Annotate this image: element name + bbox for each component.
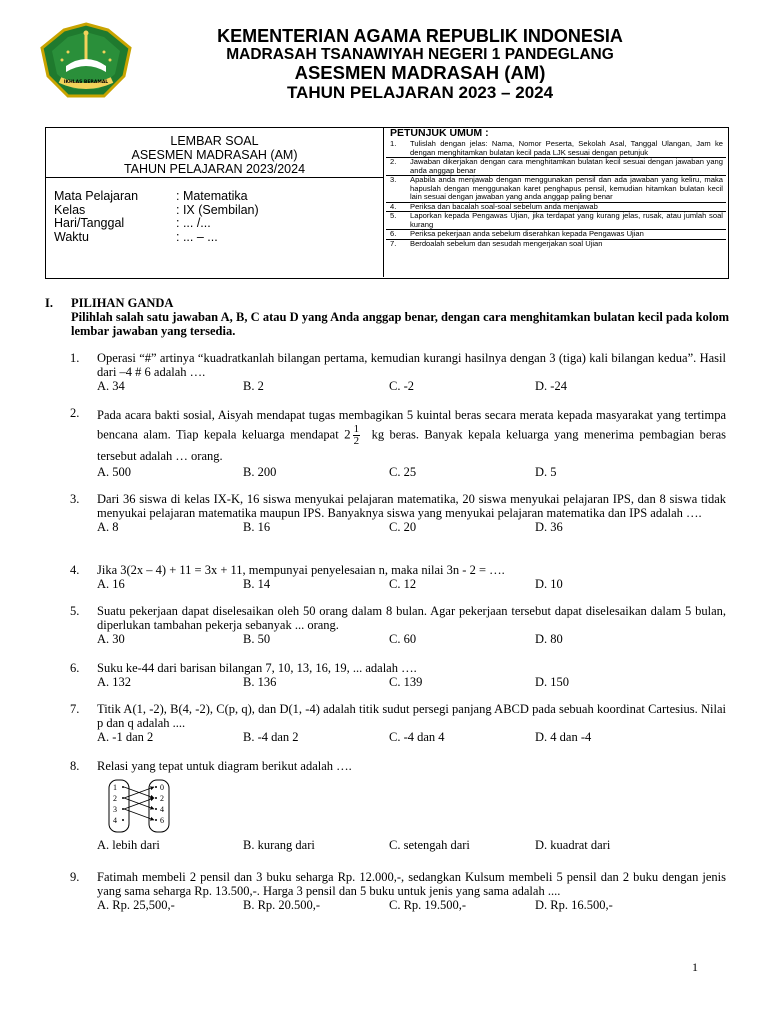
info-label: Waktu (54, 229, 89, 244)
info-row (54, 217, 259, 231)
instruction-text: Berdoalah sebelum dan sesudah mengerjakan soal Ujian (410, 238, 603, 248)
domain-label: 1 (113, 783, 117, 792)
question-text: Relasi yang tepat untuk diagram berikut adalah …. (97, 759, 352, 773)
question-9 (70, 870, 726, 912)
option-a: A. 500 (97, 465, 132, 479)
question-text: Suku ke-44 dari barisan bilangan 7, 10, 13, 16, 19, ... adalah …. (97, 661, 417, 675)
instruction-text: Apabila anda menjawab dengan menggunakan pensil dan ada jawaban yang keliru, maka hapuslah dengan menggunakan karet penghapus pensil, kemudian hitamkan bulatan kecil lain sesuai dengan jawaban yang anda anggap paling benar (410, 175, 723, 201)
option-c: C. 25 (389, 465, 417, 479)
question-text (97, 406, 726, 465)
header-text (150, 26, 690, 102)
instruction-number: 5. (390, 211, 397, 220)
question-text: Fatimah membeli 2 pensil dan 3 buku seharga Rp. 12.000,-, sedangkan Kulsum membeli 5 pensil dan 2 buku dengan jenis yang sama seharga Rp. 13.500,-. Harga 3 pensil dan 5 buku untuk jenis yang sama adalah .... (97, 870, 726, 898)
answer-options (97, 465, 726, 479)
option-a: A. -1 dan 2 (97, 730, 154, 744)
question-text: Jika 3(2x – 4) + 11 = 3x + 11, mempunyai penyelesaian n, maka nilai 3n - 2 = …. (97, 563, 505, 577)
option-c: C. -4 dan 4 (389, 730, 445, 744)
option-c: C. 20 (389, 520, 417, 534)
info-label: Hari/Tanggal (54, 216, 125, 230)
option-d: D. kuadrat dari (535, 838, 611, 852)
fraction (353, 424, 361, 447)
option-c: C. setengah dari (389, 838, 470, 852)
option-c: C. 139 (389, 675, 423, 689)
info-value: : ... – ... (176, 229, 218, 244)
info-box (45, 127, 729, 279)
info-value: : IX (Sembilan) (176, 202, 259, 217)
sheet-year: TAHUN PELAJARAN 2023/2024 (123, 162, 306, 176)
info-value: : Matematika (176, 189, 248, 203)
option-a: A. 132 (97, 675, 132, 689)
document-header (0, 0, 768, 110)
domain-label: 4 (113, 816, 117, 825)
option-a: A. lebih dari (97, 838, 160, 852)
sheet-title: LEMBAR SOAL (170, 134, 259, 148)
answer-options (97, 520, 726, 534)
domain-label: 3 (113, 805, 117, 814)
codomain-label: 6 (160, 816, 164, 825)
option-b: B. 200 (243, 465, 277, 479)
instructions-title: PETUNJUK UMUM : (390, 127, 489, 139)
option-d: D. Rp. 16.500,- (535, 898, 613, 912)
info-row (54, 204, 259, 218)
academic-year: TAHUN PELAJARAN 2023 – 2024 (286, 83, 554, 102)
info-row (54, 231, 259, 245)
answer-options (97, 577, 726, 591)
kemenag-logo-icon (38, 22, 134, 100)
school-name: MADRASAH TSANAWIYAH NEGERI 1 PANDEGLANG (226, 46, 614, 63)
question-1 (70, 351, 726, 393)
option-a: A. 30 (97, 632, 125, 646)
question-number: 6. (70, 661, 80, 675)
option-a: A. 16 (97, 577, 125, 591)
option-b: B. 14 (243, 577, 271, 591)
instruction-number: 2. (390, 157, 397, 166)
question-number: 7. (70, 702, 80, 716)
page-number: 1 (692, 960, 698, 974)
question-number: 8. (70, 759, 80, 773)
question-number: 5. (70, 604, 80, 618)
instruction-item (386, 140, 726, 158)
option-b: B. 2 (243, 379, 264, 393)
question-text: Titik A(1, -2), B(4, -2), C(p, q), dan D(1, -4) adalah titik sudut persegi panjang ABCD pada sebuah koordinat Cartesius. Nilai p dan q adalah .... (97, 702, 726, 730)
instruction-text: Laporkan kepada Pengawas Ujian, jika terdapat yang kurang jelas, rusak, atau jumlah soal kurang (410, 211, 723, 229)
instruction-text: Periksa pekerjaan anda sebelum diserahkan kepada Pengawas Ujian (410, 229, 644, 238)
question-text-part2: kg beras. Banyak kepala keluarga yang menerima pembagian beras tersebut adalah … orang. (97, 427, 727, 463)
option-d: D. 4 dan -4 (535, 730, 592, 744)
answer-options (97, 838, 726, 852)
answer-options (97, 730, 726, 744)
info-label: Mata Pelajaran (54, 189, 139, 203)
option-d: D. 80 (535, 632, 563, 646)
option-c: C. Rp. 19.500,- (389, 898, 467, 912)
option-d: D. 150 (535, 675, 570, 689)
section-multiple-choice (45, 296, 729, 338)
question-5 (70, 604, 726, 646)
info-box-left (46, 128, 384, 277)
option-c: C. 60 (389, 632, 417, 646)
ministry-title: KEMENTERIAN AGAMA REPUBLIK INDONESIA (217, 26, 623, 46)
codomain-label: 4 (160, 805, 164, 814)
option-b: B. Rp. 20.500,- (243, 898, 321, 912)
answer-options (97, 675, 726, 689)
mixed-number-whole: 2 (344, 426, 351, 442)
question-6 (70, 661, 726, 689)
instruction-item (386, 212, 726, 230)
question-number: 1. (70, 351, 80, 365)
instruction-number: 1. (390, 139, 397, 148)
question-text: Dari 36 siswa di kelas IX-K, 16 siswa menyukai pelajaran matematika, 20 siswa menyukai pelajaran IPS, dan 8 siswa tidak menyukai pelajaran matematika maupun IPS. Banyaknya siswa yang menyukai pelajaran matematika dan IPS adalah …. (97, 492, 726, 520)
option-c: C. -2 (389, 379, 414, 393)
question-text: Suatu pekerjaan dapat diselesaikan oleh 50 orang dalam 8 bulan. Agar pekerjaan tersebut dapat diselesaikan dalam 5 bulan, diperlukan tambahan pekerja sebanyak ... orang. (97, 604, 726, 632)
instruction-number: 6. (390, 229, 397, 238)
question-text-part1: Pada acara bakti sosial, Aisyah mendapat tugas membagikan 5 kuintal beras secara merata kepada masyarakat yang tertimpa bencana alam. Tiap kepala keluarga mendapat (97, 408, 726, 442)
section-instruction: Pilihlah salah satu jawaban A, B, C atau D yang Anda anggap benar, dengan cara menghitamkan bulatan kecil pada kolom lembar jawaban yang tersedia. (71, 310, 729, 338)
domain-label: 2 (113, 794, 117, 803)
section-heading (45, 296, 729, 310)
instruction-text: Tulislah dengan jelas: Nama, Nomor Peserta, Sekolah Asal, Tanggal Ulangan, Jam ke dengan menghitamkan bulatan kecil pada LJK sesuai dengan petunjuk (410, 139, 723, 157)
question-2 (70, 406, 726, 479)
instruction-number: 4. (390, 201, 397, 211)
svg-text:IKHLAS BERAMAL: IKHLAS BERAMAL (63, 80, 109, 85)
instruction-item (386, 158, 726, 176)
instruction-text: Periksa dan bacalah soal-soal sebelum anda menjawab (410, 201, 598, 211)
option-a: A. Rp. 25,500,- (97, 898, 175, 912)
option-d: D. -24 (535, 379, 567, 393)
option-c: C. 12 (389, 577, 417, 591)
info-label: Kelas (54, 202, 86, 217)
question-3 (70, 492, 726, 534)
option-b: B. kurang dari (243, 838, 315, 852)
exam-title: ASESMEN MADRASAH (AM) (294, 62, 546, 83)
question-7 (70, 702, 726, 744)
option-b: B. 16 (243, 520, 271, 534)
fraction-denominator: 2 (353, 435, 360, 447)
option-d: D. 5 (535, 465, 557, 479)
info-value: : ... /... (176, 216, 211, 230)
section-title: PILIHAN GANDA (71, 296, 174, 310)
instruction-item (386, 240, 726, 249)
fraction-numerator: 1 (353, 423, 360, 435)
arrow-diagram (105, 779, 177, 833)
question-number: 2. (70, 406, 80, 420)
instruction-item (386, 176, 726, 203)
instruction-text: Jawaban dikerjakan dengan cara menghitamkan bulatan kecil sesuai dengan jawaban yang anda anggap benar (410, 157, 723, 175)
option-b: B. -4 dan 2 (243, 730, 299, 744)
option-d: D. 36 (535, 520, 563, 534)
sheet-subtitle: ASESMEN MADRASAH (AM) (131, 148, 298, 162)
option-a: A. 8 (97, 520, 119, 534)
answer-options (97, 379, 726, 393)
option-d: D. 10 (535, 577, 563, 591)
exam-info (54, 190, 259, 244)
codomain-label: 0 (160, 783, 164, 792)
question-number: 9. (70, 870, 80, 884)
instruction-number: 3. (390, 175, 397, 184)
question-number: 3. (70, 492, 80, 506)
sheet-title-block (46, 128, 383, 178)
question-8 (70, 759, 726, 852)
question-text: Operasi “#” artinya “kuadratkanlah bilangan pertama, kemudian kurangi hasilnya dengan 3 (tiga) kali bilangan kedua”. Hasil dari –4 # 6 adalah …. (97, 351, 726, 379)
instruction-number: 7. (390, 238, 397, 248)
question-4 (70, 563, 726, 591)
general-instructions (386, 128, 726, 248)
info-row (54, 190, 259, 204)
option-a: A. 34 (97, 379, 125, 393)
option-b: B. 50 (243, 632, 271, 646)
codomain-label: 2 (160, 794, 164, 803)
answer-options (97, 898, 726, 912)
section-number: I. (45, 296, 53, 310)
answer-options (97, 632, 726, 646)
question-number: 4. (70, 563, 80, 577)
option-b: B. 136 (243, 675, 277, 689)
